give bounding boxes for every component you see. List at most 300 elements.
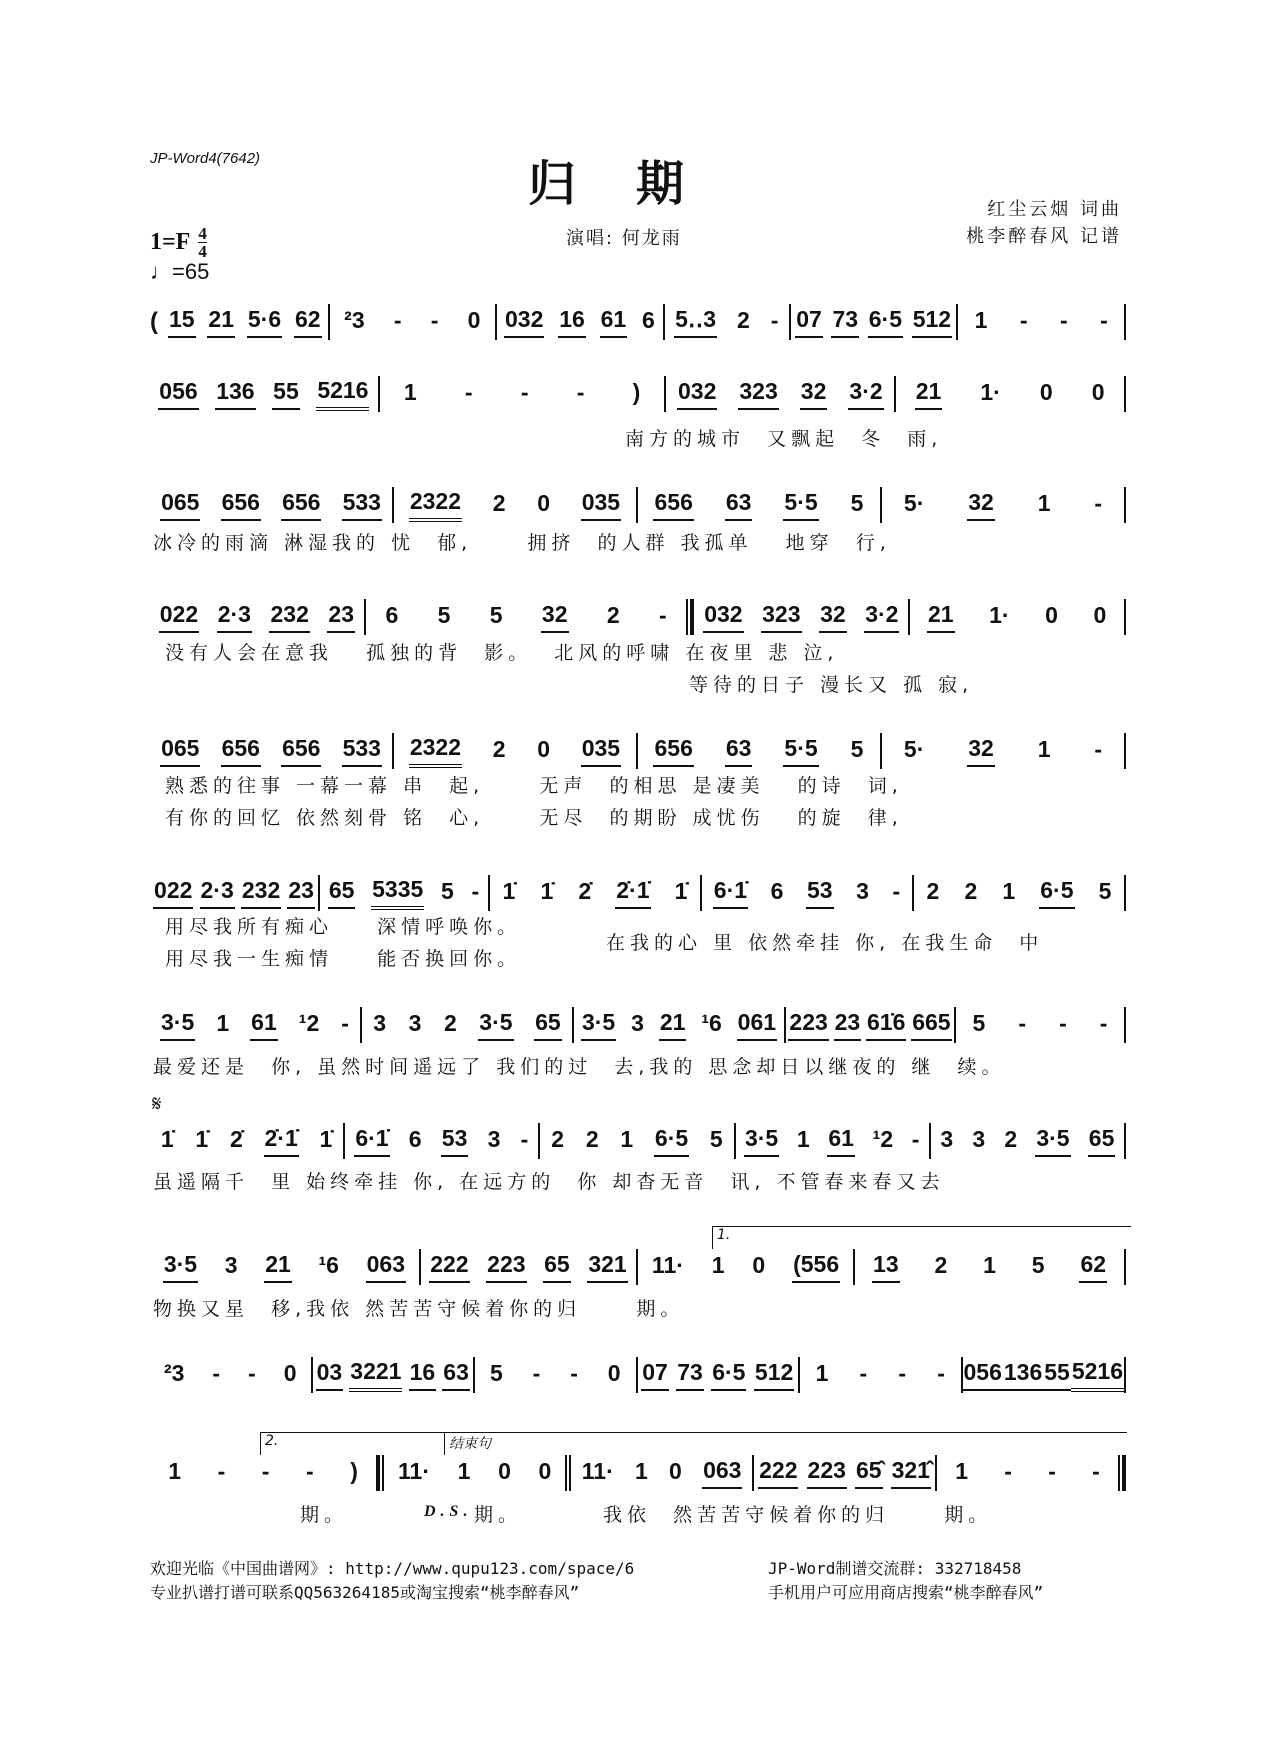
rstart-barline — [686, 599, 694, 635]
note-group: 53 — [441, 1125, 469, 1157]
note-group: 656 — [221, 735, 261, 767]
note-group: 2 — [443, 1010, 457, 1036]
note-group: 3·5 — [160, 1009, 195, 1041]
note-group: 2̇ — [229, 1126, 243, 1152]
note-group: 5 — [437, 602, 451, 628]
note-group: - — [1019, 307, 1028, 333]
lyric-line: 南方的城市 又飘起 冬 雨, — [625, 428, 943, 450]
note-group: 0 — [537, 490, 551, 516]
note-group: - — [859, 1360, 868, 1386]
barline — [1124, 376, 1126, 412]
note-group: 65 — [328, 877, 356, 909]
measure — [490, 873, 700, 913]
measure — [791, 302, 957, 342]
bracket-open: ( — [150, 308, 158, 335]
note-group: 0 — [467, 307, 481, 333]
credits — [966, 196, 1122, 250]
note-group: 1 — [983, 1252, 996, 1278]
measure — [702, 873, 912, 913]
measure — [162, 302, 328, 342]
note-group: 32 — [541, 601, 569, 633]
note-group: 16 — [409, 1359, 437, 1391]
note-group: 6·5 — [654, 1125, 689, 1157]
note-group: 0 — [1093, 602, 1107, 628]
measure — [150, 374, 378, 414]
note-group: 5·6 — [247, 306, 282, 338]
note-group: 2̇·1̇ — [264, 1125, 299, 1157]
note-group: 3·5 — [1035, 1125, 1070, 1157]
note-group: 23 — [287, 877, 315, 909]
note-group: - — [1004, 1458, 1012, 1484]
measure — [574, 1005, 784, 1045]
note-group: ¹2 — [298, 1010, 320, 1036]
measure — [366, 597, 687, 637]
note-group: 533 — [342, 489, 382, 521]
measure — [931, 1121, 1124, 1161]
note-group: 2 — [964, 878, 978, 904]
note-group: 0 — [538, 1458, 552, 1484]
lyric-line: 我依 然苦苦守候着你的归 期。 — [603, 1504, 993, 1526]
measure — [638, 731, 880, 771]
measure — [882, 731, 1124, 771]
note-group: 656 — [281, 489, 321, 521]
measure — [384, 1453, 565, 1493]
note-group: 2 — [934, 1252, 948, 1278]
measure — [956, 1005, 1124, 1045]
note-group: 1 — [216, 1010, 230, 1036]
note-group: 6·5 — [868, 306, 903, 338]
measure — [150, 1121, 343, 1161]
note-group: 2 — [1004, 1126, 1018, 1152]
note-group: 3 — [224, 1252, 238, 1278]
note-group: - — [306, 1458, 314, 1484]
barline — [1124, 733, 1126, 769]
note-group: 2322 — [409, 734, 462, 768]
barline — [1124, 1249, 1126, 1285]
note-group: 73 — [831, 306, 859, 338]
note-group: 656 — [653, 735, 693, 767]
footer-contact: 专业扒谱打谱可联系QQ563264185或淘宝搜索“桃李醉春风” — [150, 1583, 580, 1602]
note-group: 1 — [1037, 736, 1051, 762]
note-group: 2 — [737, 307, 750, 333]
note-group: 1̇ — [540, 878, 554, 904]
note-group: 232 — [269, 601, 309, 633]
measure — [497, 302, 663, 342]
note-group: 73 — [676, 1359, 704, 1391]
note-group: 512 — [912, 306, 952, 338]
note-group: 3·5 — [581, 1009, 616, 1041]
measure — [475, 1355, 636, 1395]
lyric-line: 虽遥隔千 里 始终牵挂 你, 在远方的 你 却杳无音 讯, 不管春来春又去 — [153, 1171, 945, 1193]
note-group: - — [1092, 1458, 1100, 1484]
note-group: 5 — [489, 602, 503, 628]
note-group: 0 — [1045, 602, 1058, 628]
measure — [394, 485, 636, 525]
note-group: 533 — [342, 735, 382, 767]
footer-group: JP-Word制谱交流群: 332718458 — [768, 1559, 1022, 1578]
time-signature — [198, 225, 207, 260]
note-group: 32 — [967, 735, 995, 767]
measure — [914, 873, 1124, 913]
note-group: 3 — [408, 1010, 422, 1036]
note-group: 5 — [709, 1126, 723, 1152]
note-group: 62 — [294, 306, 322, 338]
note-group: - — [1100, 307, 1108, 333]
staff-row — [150, 302, 1126, 342]
note-group: 0 — [607, 1360, 621, 1386]
note-group: 55 — [1043, 1359, 1071, 1391]
note-group: 1 — [815, 1360, 829, 1386]
measure — [958, 302, 1124, 342]
note-group: 022 — [153, 877, 193, 909]
measure — [380, 374, 665, 414]
note-group: - — [248, 1360, 256, 1386]
note-group: 3 — [972, 1126, 986, 1152]
note-group: 5 — [489, 1360, 503, 1386]
measure — [150, 1005, 360, 1045]
note-group: 23 — [327, 601, 355, 633]
note-group: 223 — [788, 1009, 828, 1041]
note-group: 21 — [659, 1009, 687, 1041]
note-group: 63 — [725, 735, 753, 767]
measure — [571, 1453, 752, 1493]
staff-row — [150, 1005, 1126, 1045]
note-group: 1 — [955, 1458, 968, 1484]
note-group: 07 — [641, 1359, 669, 1391]
measure — [345, 1121, 538, 1161]
measure — [855, 1247, 1124, 1287]
software-version: JP-Word4(7642) — [150, 150, 261, 167]
note-group: 5·5 — [783, 489, 818, 521]
note-group: 6 — [408, 1126, 422, 1152]
note-group: 3 — [373, 1010, 387, 1036]
note-group: 223 — [486, 1251, 526, 1283]
barline — [1124, 487, 1126, 523]
note-group: - — [576, 379, 585, 405]
measure — [638, 1355, 799, 1395]
note-group: 15 — [168, 306, 196, 338]
note-group: 65 — [534, 1009, 562, 1041]
measure — [665, 302, 789, 342]
measure — [330, 302, 496, 342]
note-group: - — [471, 878, 480, 904]
note-group: 16 — [558, 306, 586, 338]
lyric-line: 冰冷的雨滴 淋湿我的 忧 郁, 拥挤 的人群 我孤单 地穿 行, — [153, 532, 891, 554]
measure — [150, 1453, 376, 1493]
note-group: 1 — [796, 1126, 810, 1152]
measure — [963, 1355, 1125, 1395]
note-group: ¹6 — [318, 1252, 339, 1278]
measure — [937, 1453, 1118, 1493]
note-group: 65̂ — [855, 1457, 883, 1489]
note-group: 3 — [487, 1126, 501, 1152]
note-group: 5 — [1031, 1252, 1045, 1278]
note-group: 32 — [819, 601, 847, 633]
note-group: (556 — [792, 1251, 840, 1283]
note-group: 5· — [903, 736, 925, 762]
note-group: 656 — [281, 735, 321, 767]
note-group: 1̇ — [502, 878, 516, 904]
measure — [150, 597, 364, 637]
note-group: 1̇ — [195, 1126, 209, 1152]
note-group: 5 — [440, 878, 454, 904]
staff-row — [150, 485, 1126, 525]
note-group: 512 — [754, 1359, 794, 1391]
note-group: 5‥3 — [674, 306, 717, 338]
note-group: 5335 — [371, 876, 424, 910]
note-group: - — [520, 379, 529, 405]
lyric-line: 用尽我一生痴情 能否换回你。 — [165, 948, 522, 970]
note-group: 032 — [504, 306, 544, 338]
staff-row — [150, 597, 1126, 637]
note-group: 2̇ — [578, 878, 592, 904]
note-group: 1 — [635, 1458, 648, 1484]
note-group: 5 — [1098, 878, 1112, 904]
note-group: - — [212, 1360, 221, 1386]
note-group: 2 — [551, 1126, 565, 1152]
staff-row — [150, 1121, 1126, 1161]
note-group: ²3 — [344, 307, 365, 333]
note-group: - — [570, 1360, 578, 1386]
staff-row — [150, 1453, 1126, 1493]
note-group: 3 — [856, 878, 869, 904]
note-group: 223 — [807, 1457, 847, 1489]
note-group: 5· — [903, 490, 925, 516]
measure — [896, 374, 1124, 414]
note-group: 2·3 — [217, 601, 252, 633]
note-group: 21 — [207, 306, 235, 338]
note-group: 5 — [850, 490, 864, 516]
measure — [394, 731, 636, 771]
note-group: 3·5 — [478, 1009, 513, 1041]
staff-row — [150, 374, 1126, 414]
staff-row — [150, 731, 1126, 771]
footer-website: 欢迎光临《中国曲谱网》: http://www.qupu123.com/space/6 — [150, 1559, 635, 1578]
note-group: 53 — [806, 877, 834, 909]
note-group: - — [770, 307, 779, 333]
note-group: 62 — [1079, 1251, 1107, 1283]
volta-bracket: 2. — [260, 1432, 445, 1455]
note-group: 21 — [264, 1251, 292, 1283]
note-group: 11· — [581, 1458, 614, 1484]
measure — [150, 873, 318, 913]
note-group: 11· — [651, 1252, 684, 1278]
note-group: ¹6 — [701, 1010, 722, 1036]
note-group: - — [1059, 1010, 1067, 1036]
note-group: 3 — [940, 1126, 954, 1152]
staff-row — [150, 1247, 1126, 1287]
note-group: 056 — [158, 378, 198, 410]
note-group: 61 — [600, 306, 628, 338]
note-group: 065 — [160, 735, 200, 767]
note-group: 0 — [1039, 379, 1053, 405]
measure — [786, 1005, 954, 1045]
note-group: 656 — [653, 489, 693, 521]
note-group: 61 — [827, 1125, 855, 1157]
measure — [666, 374, 894, 414]
staff-row — [150, 1355, 1126, 1395]
footer-mobile: 手机用户可应用商店搜索“桃李醉春风” — [768, 1583, 1044, 1602]
note-group: 65 — [1088, 1125, 1116, 1157]
note-group: 323 — [738, 378, 778, 410]
note-group: 1̇ — [319, 1126, 333, 1152]
note-group: - — [1018, 1010, 1027, 1036]
note-group: 2 — [606, 602, 620, 628]
note-group: 61 — [250, 1009, 278, 1041]
note-group: 0 — [1091, 379, 1105, 405]
note-group: 6·1̇ — [354, 1125, 389, 1157]
note-group: 665 — [911, 1009, 951, 1041]
note-group: 022 — [159, 601, 199, 633]
note-group: 6 — [385, 602, 399, 628]
note-group: - — [520, 1126, 529, 1152]
segno-icon: 𝄋 — [152, 1092, 162, 1117]
note-group: - — [892, 878, 901, 904]
note-group: - — [261, 1458, 270, 1484]
note-group: - — [1094, 736, 1103, 762]
note-group: 65 — [543, 1251, 571, 1283]
note-group: 0 — [752, 1252, 766, 1278]
measure — [150, 731, 392, 771]
note-group: - — [1099, 1010, 1108, 1036]
note-group: 035 — [581, 735, 621, 767]
volta-bracket: 结束句 — [444, 1432, 1127, 1455]
note-group: 061 — [737, 1009, 777, 1041]
note-group: 3221 — [349, 1358, 402, 1392]
lyric-line: 等待的日子 漫长又 孤 寂, — [689, 674, 974, 696]
note-group: 2 — [926, 878, 940, 904]
note-group: 0 — [669, 1458, 682, 1484]
measure — [362, 1005, 572, 1045]
note-group: 136 — [1003, 1359, 1043, 1391]
note-group: 5216 — [316, 377, 369, 411]
note-group: 6·5 — [1039, 877, 1074, 909]
note-group: 1 — [168, 1458, 182, 1484]
note-group: 0 — [537, 736, 551, 762]
note-group: 2 — [492, 736, 506, 762]
note-group: - — [898, 1360, 907, 1386]
note-group: 5·5 — [783, 735, 818, 767]
measure — [421, 1247, 636, 1287]
note-group: 063 — [366, 1251, 406, 1283]
note-group: ) — [632, 379, 641, 405]
note-group: - — [393, 307, 402, 333]
note-group: - — [341, 1010, 349, 1036]
note-group: 2̇·1̇ — [615, 877, 650, 909]
note-group: 3·5 — [163, 1251, 198, 1283]
note-group: 0 — [283, 1360, 297, 1386]
note-group: 032 — [677, 378, 717, 410]
note-group: - — [430, 307, 439, 333]
note-group: 13 — [872, 1251, 900, 1283]
note-group: 63 — [442, 1359, 470, 1391]
note-group: 5216 — [1071, 1358, 1124, 1392]
measure — [754, 1453, 935, 1493]
note-group: 323 — [761, 601, 801, 633]
lyric-line: 熟悉的往事 一幕一幕 串 起, 无声 的相思 是凄美 的诗 词, — [165, 775, 903, 797]
time-bottom: 4 — [198, 242, 207, 261]
note-group: ) — [350, 1458, 358, 1484]
singer-credit: 演唱: 何龙雨 — [566, 228, 682, 249]
note-group: 1 — [974, 307, 988, 333]
key-label: 1=F — [150, 229, 191, 255]
note-group: 232 — [241, 877, 281, 909]
note-group: 2·3 — [200, 877, 235, 909]
note-group: - — [1059, 307, 1068, 333]
measure — [800, 1355, 961, 1395]
dal-segno-marking: D.S. — [424, 1503, 473, 1520]
lyric-line: 用尽我所有痴心 深情呼唤你。 — [165, 916, 522, 938]
note-group: 1 — [403, 379, 417, 405]
song-title: 归期 — [527, 156, 744, 212]
note-group: 3·2 — [848, 378, 883, 410]
note-group: - — [659, 602, 667, 628]
measure — [910, 597, 1124, 637]
barline — [1124, 1357, 1126, 1393]
measure — [320, 873, 488, 913]
note-group: 63 — [725, 489, 753, 521]
note-group: 5 — [972, 1010, 986, 1036]
note-group: 2322 — [409, 488, 462, 522]
note-group: 3·5 — [744, 1125, 779, 1157]
note-group: 1 — [1037, 490, 1051, 516]
note-group: 1̇ — [674, 878, 688, 904]
time-top: 4 — [198, 224, 207, 243]
note-group: 1 — [711, 1252, 725, 1278]
note-group: 6 — [641, 307, 655, 333]
note-group: ²3 — [163, 1360, 185, 1386]
lyric-line: 物换又星 移,我依 然苦苦守候着你的归 期。 — [153, 1298, 685, 1320]
lyric-line: 期。 — [474, 1504, 523, 1526]
note-group: - — [1048, 1458, 1056, 1484]
measure — [882, 485, 1124, 525]
note-group: 321̂ — [891, 1457, 931, 1489]
barline — [1124, 1123, 1126, 1159]
note-group: 056 — [963, 1359, 1003, 1391]
note-group: 321 — [587, 1251, 627, 1283]
note-group: - — [937, 1360, 945, 1386]
note-group: - — [217, 1458, 226, 1484]
note-group: - — [1094, 490, 1103, 516]
note-group: 2 — [585, 1126, 599, 1152]
note-group: 222 — [758, 1457, 798, 1489]
measure — [150, 1247, 419, 1287]
measure — [150, 485, 392, 525]
final-barline — [1118, 1455, 1126, 1491]
note-group: 1̇ — [160, 1126, 174, 1152]
note-group: 21 — [927, 601, 955, 633]
volta-bracket: 1. — [712, 1226, 1131, 1249]
measure — [694, 597, 908, 637]
lyric-line: 没有人会在意我 孤独的背 影。 北风的呼啸 在夜里 悲 泣, — [165, 642, 839, 664]
note-group: 07 — [795, 306, 823, 338]
note-group: 1 — [1002, 878, 1016, 904]
note-group: 2 — [492, 490, 506, 516]
note-group: 6·5 — [711, 1359, 746, 1391]
note-group: - — [464, 379, 473, 405]
note-group: ¹2 — [872, 1126, 894, 1152]
note-group: 32 — [967, 489, 995, 521]
barline — [1124, 1007, 1126, 1043]
note-group: 6·1̇ — [713, 877, 748, 909]
barline — [1124, 875, 1126, 911]
note-group: 222 — [429, 1251, 469, 1283]
note-group: 1· — [980, 379, 1001, 405]
note-group: 1· — [989, 602, 1010, 628]
note-group: 32 — [800, 378, 828, 410]
composer-credit: 红尘云烟 词曲 — [987, 199, 1122, 220]
note-group: 032 — [703, 601, 743, 633]
